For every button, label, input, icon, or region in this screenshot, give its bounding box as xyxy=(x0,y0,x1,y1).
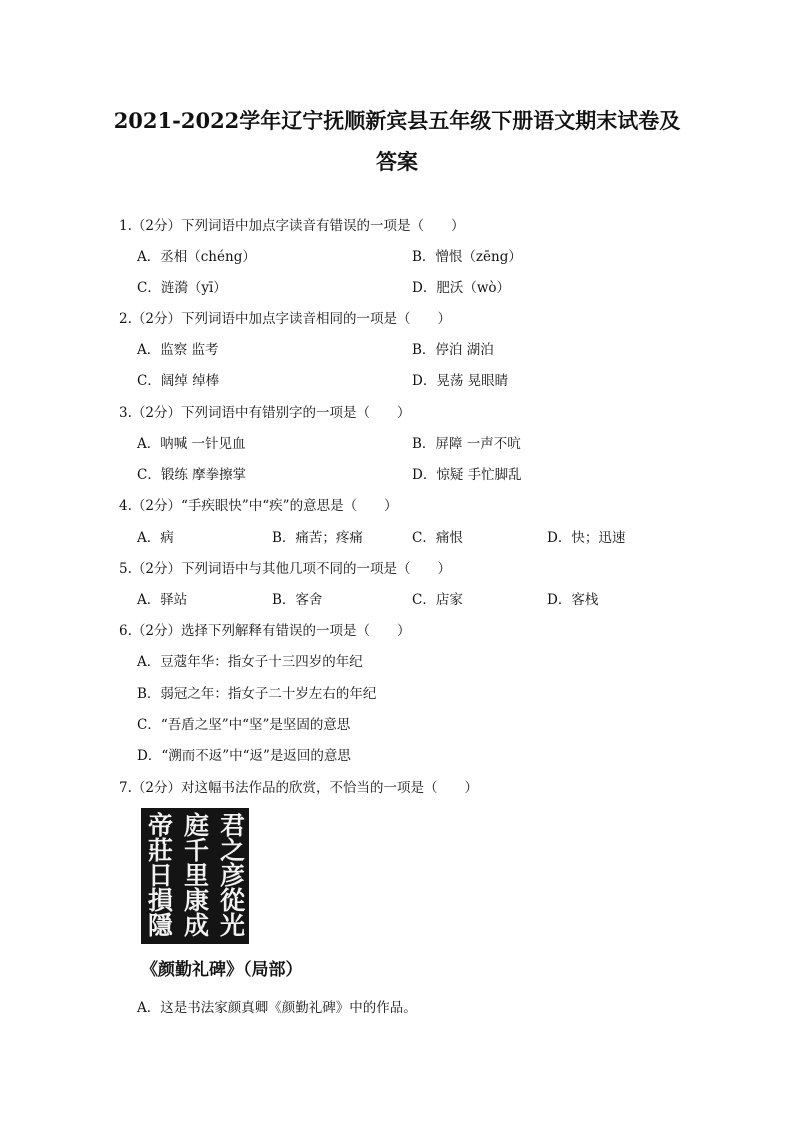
q1-option-d: D．肥沃（wò） xyxy=(412,280,511,296)
calligraphy-image xyxy=(141,808,249,944)
q2-option-c: C．阔绰 绰棒 xyxy=(137,373,220,389)
question-1: 1.（2分）下列词语中加点字读音有错误的一项是（ ） xyxy=(119,218,465,234)
q4-option-b: B．痛苦；疼痛 xyxy=(272,530,363,546)
question-7: 7.（2分）对这幅书法作品的欣赏，不恰当的一项是（ ） xyxy=(119,780,478,796)
calligraphy-caption: 《颜勤礼碑》（局部） xyxy=(141,960,303,980)
q4-option-c: C．痛恨 xyxy=(412,530,463,546)
doc-title-line2: 答案 xyxy=(376,149,418,174)
q3-option-d: D．惊疑 手忙脚乱 xyxy=(412,467,522,483)
doc-title-line1: 2021-2022学年辽宁抚顺新宾县五年级下册语文期末试卷及 xyxy=(113,108,681,133)
q5-option-a: A．驿站 xyxy=(137,592,188,608)
q2-option-d: D．晃荡 晃眼睛 xyxy=(412,373,509,389)
question-2: 2.（2分）下列词语中加点字读音相同的一项是（ ） xyxy=(119,311,451,327)
q5-option-c: C．店家 xyxy=(412,592,463,608)
calligraphy-column-2: 庭千里康成 xyxy=(180,812,210,937)
q3-option-b: B．屏障 一声不吭 xyxy=(412,436,521,452)
question-4: 4.（2分）“手疾眼快”中“疾”的意思是（ ） xyxy=(119,498,398,514)
calligraphy-column-1: 君之彦從光 xyxy=(216,812,246,937)
q5-option-b: B．客舍 xyxy=(272,592,323,608)
q1-option-a: A．丞相（chéng） xyxy=(137,249,256,265)
q4-option-a: A．病 xyxy=(137,530,174,546)
q7-option-a: A．这是书法家颜真卿《颜勤礼碑》中的作品。 xyxy=(137,1000,417,1016)
q6-option-d: D．“溯而不返”中“返”是返回的意思 xyxy=(137,748,351,764)
q6-option-c: C．“吾盾之坚”中“坚”是坚固的意思 xyxy=(137,717,351,733)
q5-option-d: D．客栈 xyxy=(547,592,599,608)
q3-option-c: C．锻练 摩拳擦掌 xyxy=(137,467,247,483)
q1-option-c: C．涟漪（yī） xyxy=(137,280,227,296)
question-3: 3.（2分）下列词语中有错别字的一项是（ ） xyxy=(119,405,411,421)
q6-option-a: A．豆蔻年华：指女子十三四岁的年纪 xyxy=(137,654,363,670)
q6-option-b: B．弱冠之年：指女子二十岁左右的年纪 xyxy=(137,686,377,702)
calligraphy-column-3: 帝莊日損隱 xyxy=(144,812,174,937)
q2-option-b: B．停泊 湖泊 xyxy=(412,342,494,358)
q2-option-a: A．监察 监考 xyxy=(137,342,219,358)
question-5: 5.（2分）下列词语中与其他几项不同的一项是（ ） xyxy=(119,561,451,577)
question-6: 6.（2分）选择下列解释有错误的一项是（ ） xyxy=(119,623,411,639)
q1-option-b: B．憎恨（zēng） xyxy=(412,249,522,265)
q4-option-d: D．快；迅速 xyxy=(547,530,626,546)
q3-option-a: A．呐喊 一针见血 xyxy=(137,436,246,452)
